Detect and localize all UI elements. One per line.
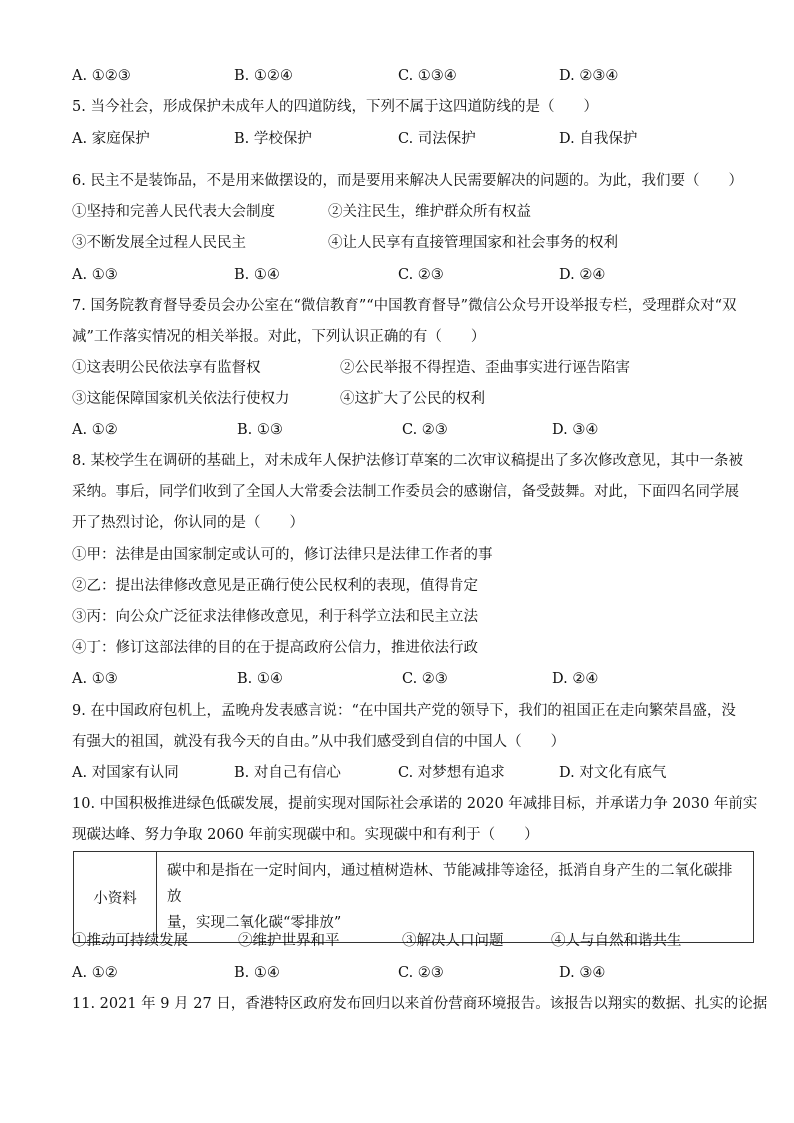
q10-options xyxy=(72,963,732,983)
q8-item-4: ④丁：修订这部法律的目的在于提高政府公信力，推进依法行政 xyxy=(72,640,478,656)
q5-stem: 5. 当今社会，形成保护未成年人的四道防线，下列不属于这四道防线的是（ ） xyxy=(72,99,598,115)
q8-item-3: ③丙：向公众广泛征求法律修改意见，利于科学立法和民主立法 xyxy=(72,609,478,625)
q7-option-b[interactable]: B. ①③ xyxy=(237,422,283,438)
q10-items xyxy=(72,931,732,951)
q6-option-a[interactable]: A. ①③ xyxy=(72,267,118,283)
q6-options xyxy=(72,265,732,285)
q5-options xyxy=(72,129,732,149)
q7-option-a[interactable]: A. ①② xyxy=(72,422,118,438)
q6-option-d[interactable]: D. ②④ xyxy=(559,267,606,283)
q5-option-a[interactable]: A. 家庭保护 xyxy=(72,131,150,147)
q9-option-a[interactable]: A. 对国家有认同 xyxy=(72,765,179,781)
q9-option-b[interactable]: B. 对自己有信心 xyxy=(234,765,341,781)
q4-options xyxy=(72,66,732,86)
q6-items-row2 xyxy=(72,233,732,253)
q9-stem-line2: 有强大的祖国，就没有我今天的自由。”从中我们感受到自信的中国人（ ） xyxy=(72,734,566,750)
q8-item-2: ②乙：提出法律修改意见是正确行使公民权利的表现，值得肯定 xyxy=(72,578,478,594)
q10-option-a[interactable]: A. ①② xyxy=(72,965,118,981)
q9-option-c[interactable]: C. 对梦想有追求 xyxy=(398,765,505,781)
q8-option-c[interactable]: C. ②③ xyxy=(402,671,448,687)
q6-option-b[interactable]: B. ①④ xyxy=(234,267,280,283)
q10-option-c[interactable]: C. ②③ xyxy=(398,965,444,981)
q7-items-row2 xyxy=(72,389,732,409)
q7-item-1: ①这表明公民依法享有监督权 xyxy=(72,360,261,376)
q10-stem-line2: 现碳达峰、努力争取 2060 年前实现碳中和。实现碳中和有利于（ ） xyxy=(72,827,539,843)
q10-box-text xyxy=(157,852,754,943)
q8-stem-line3: 开了热烈讨论，你认同的是（ ） xyxy=(72,515,304,531)
q8-item-1: ①甲：法律是由国家制定或认可的，修订法律只是法律工作者的事 xyxy=(72,547,493,563)
q8-stem-line1: 8. 某校学生在调研的基础上，对未成年人保护法修订草案的二次审议稿提出了多次修改意见，其中一条被 xyxy=(72,453,743,469)
q9-options xyxy=(72,763,732,783)
q7-item-2: ②公民举报不得捏造、歪曲事实进行诬告陷害 xyxy=(340,360,630,376)
q7-item-3: ③这能保障国家机关依法行使权力 xyxy=(72,391,290,407)
q10-item-4: ④人与自然和谐共生 xyxy=(551,933,682,949)
q7-items-row1 xyxy=(72,358,732,378)
q7-stem-line2: 减”工作落实情况的相关举报。对此，下列认识正确的有（ ） xyxy=(72,329,486,345)
q6-option-c[interactable]: C. ②③ xyxy=(398,267,444,283)
q10-item-1: ①推动可持续发展 xyxy=(72,933,188,949)
q10-box-label: 小资料 xyxy=(74,852,157,943)
q6-item-3: ③不断发展全过程人民民主 xyxy=(72,235,246,251)
q9-stem-line1: 9. 在中国政府包机上，孟晚舟发表感言说：“在中国共产党的领导下，我们的祖国正在走向繁荣昌盛，没 xyxy=(72,703,736,719)
q4-option-b[interactable]: B. ①②④ xyxy=(234,68,293,84)
q10-item-3: ③解决人口问题 xyxy=(402,933,504,949)
q9-option-d[interactable]: D. 对文化有底气 xyxy=(559,765,667,781)
q7-item-4: ④这扩大了公民的权利 xyxy=(340,391,485,407)
q11-stem-line1: 11. 2021 年 9 月 27 日，香港特区政府发布回归以来首份营商环境报告。该报告以翔实的数据、扎实的论据 xyxy=(72,996,768,1012)
q7-option-d[interactable]: D. ③④ xyxy=(552,422,599,438)
q8-option-d[interactable]: D. ②④ xyxy=(552,671,599,687)
q7-option-c[interactable]: C. ②③ xyxy=(402,422,448,438)
q5-option-c[interactable]: C. 司法保护 xyxy=(398,131,476,147)
q8-stem-line2: 采纳。事后，同学们收到了全国人大常委会法制工作委员会的感谢信，备受鼓舞。对此，下面四名同学展 xyxy=(72,484,739,500)
q6-item-1: ①坚持和完善人民代表大会制度 xyxy=(72,204,275,220)
q6-item-4: ④让人民享有直接管理国家和社会事务的权利 xyxy=(328,235,618,251)
q10-option-d[interactable]: D. ③④ xyxy=(559,965,606,981)
q10-option-b[interactable]: B. ①④ xyxy=(234,965,280,981)
q6-items-row1 xyxy=(72,202,732,222)
q10-info-box xyxy=(73,851,754,943)
q6-stem: 6. 民主不是装饰品，不是用来做摆设的，而是要用来解决人民需要解决的问题的。为此，我们要（ ） xyxy=(72,173,743,189)
q4-option-a[interactable]: A. ①②③ xyxy=(72,68,131,84)
q8-options xyxy=(72,669,732,689)
q6-item-2: ②关注民生，维护群众所有权益 xyxy=(328,204,531,220)
q10-box-line2: 量，实现二氧化碳“零排放” xyxy=(167,915,342,931)
q5-option-d[interactable]: D. 自我保护 xyxy=(559,131,638,147)
q4-option-d[interactable]: D. ②③④ xyxy=(559,68,619,84)
q7-options xyxy=(72,420,732,440)
q8-option-b[interactable]: B. ①④ xyxy=(237,671,283,687)
q8-option-a[interactable]: A. ①③ xyxy=(72,671,118,687)
q10-stem-line1: 10. 中国积极推进绿色低碳发展，提前实现对国际社会承诺的 2020 年减排目标，并承诺力争 2030 年前实 xyxy=(72,796,758,812)
q10-box-line1: 碳中和是指在一定时间内，通过植树造林、节能减排等途径，抵消自身产生的二氧化碳排放 xyxy=(167,863,733,905)
q7-stem-line1: 7. 国务院教育督导委员会办公室在“微信教育”“中国教育督导”微信公众号开设举报专栏，受理群众对“双 xyxy=(72,298,737,314)
q10-item-2: ②维护世界和平 xyxy=(238,933,340,949)
q5-option-b[interactable]: B. 学校保护 xyxy=(234,131,312,147)
q4-option-c[interactable]: C. ①③④ xyxy=(398,68,457,84)
